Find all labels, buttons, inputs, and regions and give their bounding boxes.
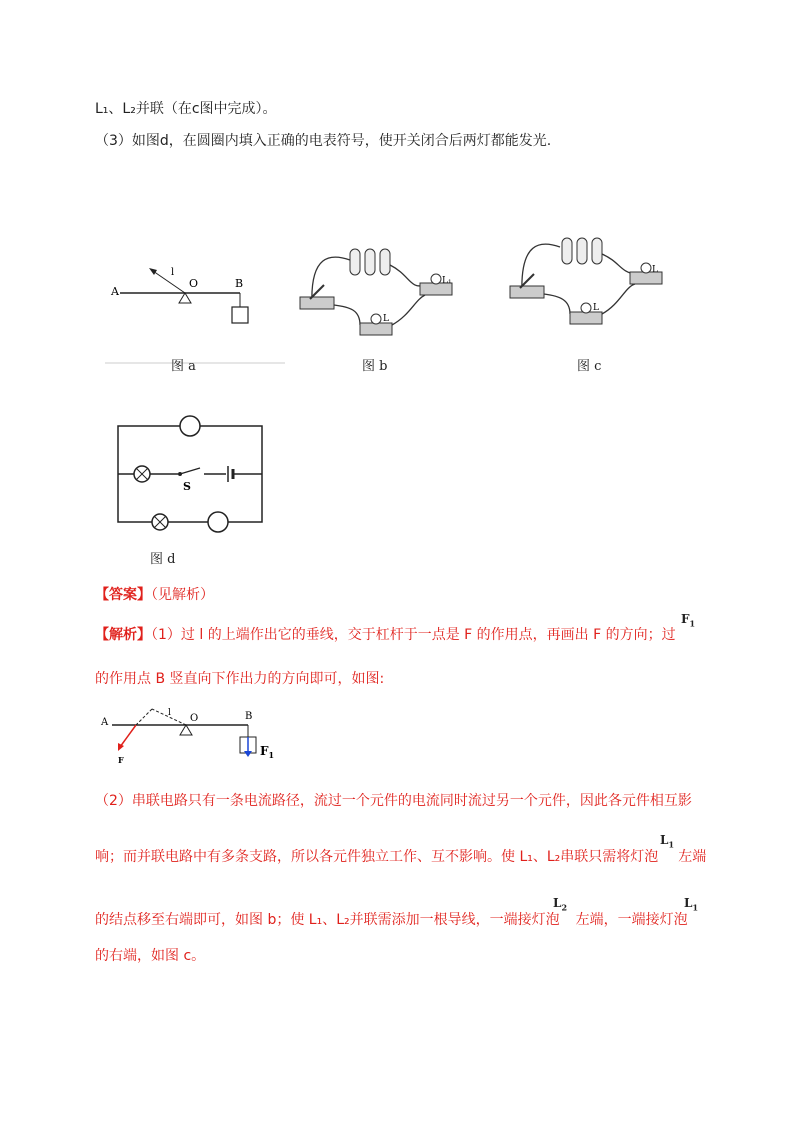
analysis-p2c-mid: 左端，一端接灯泡 <box>575 912 688 928</box>
analysis-p2c-line <box>95 909 688 929</box>
analysis-p2b-end: 左端 <box>678 849 707 865</box>
label-s: S <box>183 480 191 493</box>
ans-label-o: O <box>190 713 199 724</box>
ans-label-f: F <box>118 755 124 765</box>
analysis-tag: 【解析】 <box>95 627 151 643</box>
inline-l1-2: $L_1$ <box>684 896 699 913</box>
label-l: l <box>171 267 175 278</box>
caption-c: 图 c <box>577 359 602 374</box>
label-c-l2: L <box>593 303 599 313</box>
label-b-l1: L₁ <box>442 276 452 286</box>
analysis-line-1 <box>95 624 676 644</box>
inline-l1-1: $L_1$ <box>660 833 675 850</box>
analysis-p2c: 的结点移至右端即可，如图 b；使 L₁、L₂并联需添加一根导线，一端接灯泡 <box>95 912 560 928</box>
caption-b: 图 b <box>362 359 388 374</box>
answer-line <box>95 584 214 604</box>
label-b: B <box>235 277 244 290</box>
analysis-p2b-line <box>95 846 706 866</box>
analysis-p2d: 的右端，如图 c。 <box>95 948 206 964</box>
analysis-p2b: 响；而并联电路中有多条支路，所以各元件独立工作、互不影响。使 L₁、L₂串联只需将灯泡 <box>95 849 659 865</box>
figure-b-circuit <box>290 235 470 345</box>
ans-label-b: B <box>245 711 253 722</box>
analysis-p1b: 的作用点 B 竖直向下作出力的方向即可，如图: <box>95 671 385 687</box>
ans-label-f1: $F_1$ <box>260 744 275 760</box>
analysis-p2a: （2）串联电路只有一条电流路径，流过一个元件的电流同时流过另一个元件，因此各元件相互影 <box>95 793 692 809</box>
figure-d-circuit <box>110 412 270 542</box>
answer-tag: 【答案】 <box>95 587 151 603</box>
caption-d: 图 d <box>150 552 176 567</box>
answer-text: （见解析） <box>151 587 214 603</box>
label-a: A <box>111 285 119 298</box>
label-b-l2: L <box>383 314 389 324</box>
inline-f1-1: $F_1$ <box>681 612 696 629</box>
question-line-3: （3）如图d，在圆圈内填入正确的电表符号，使开关闭合后两灯都能发光. <box>95 133 552 149</box>
label-o: O <box>189 277 199 290</box>
caption-a: 图 a <box>171 359 196 374</box>
analysis-p1a: （1）过 l 的上端作出它的垂线，交于杠杆于一点是 F 的作用点，再画出 F 的方向；过 <box>151 627 676 643</box>
question-line-1: L₁、L₂并联（在c图中完成）。 <box>95 101 277 117</box>
label-c-l1: L <box>652 265 658 275</box>
ans-label-a: A <box>101 717 109 728</box>
inline-l2: $L_2$ <box>553 896 568 913</box>
figure-answer-lever <box>98 705 288 770</box>
figure-c-circuit <box>500 232 680 342</box>
ans-label-l: l <box>168 708 171 718</box>
